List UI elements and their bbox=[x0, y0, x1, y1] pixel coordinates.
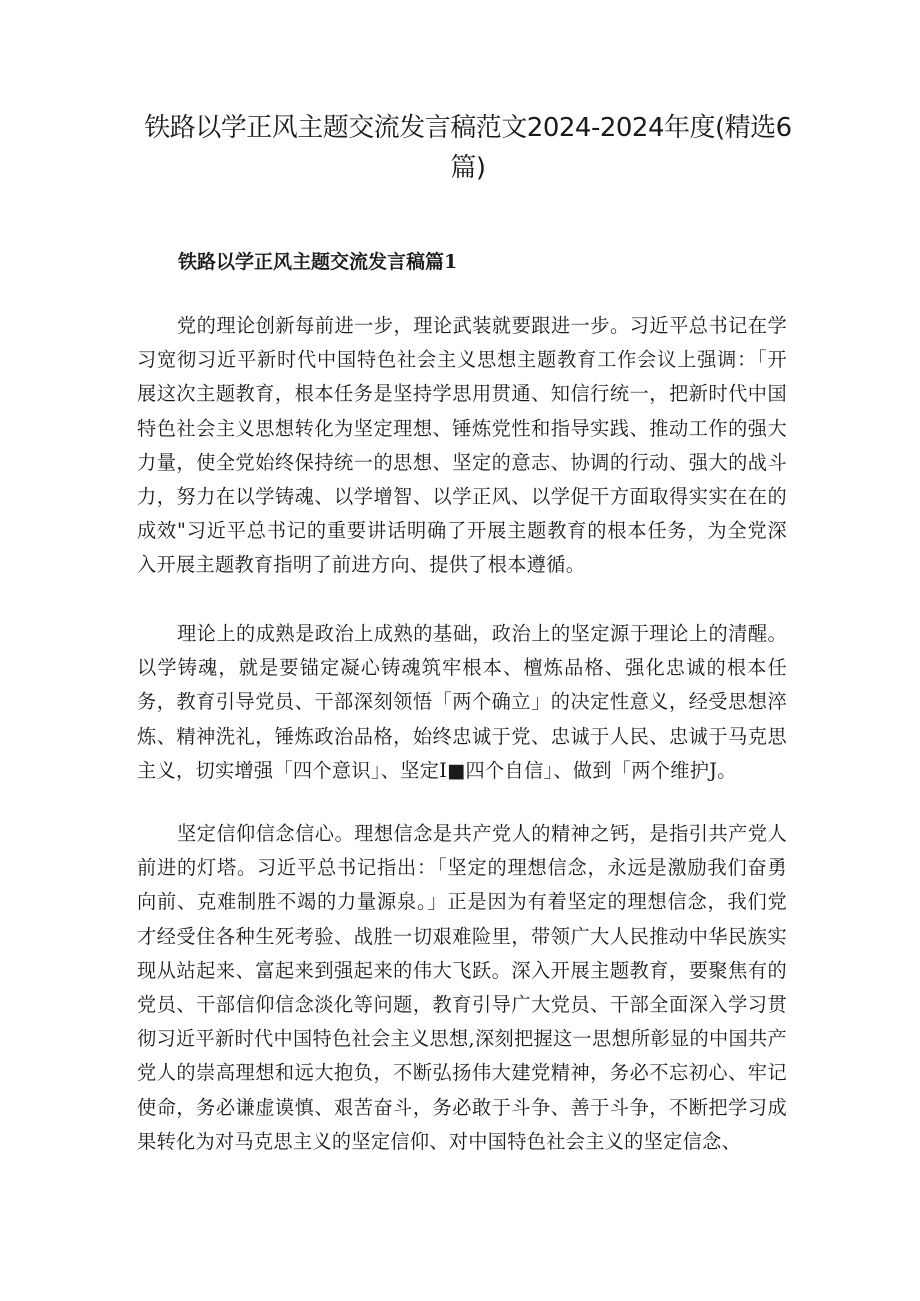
section-heading: 铁路以学正风主题交流发言稿篇1 bbox=[178, 251, 458, 273]
paragraph-3: 坚定信仰信念信心。理想信念是共产党人的精神之钙，是指引共产党人前进的灯塔。习近平总书记指出：「坚定的理想信念，永远是激励我们奋勇向前、克难制胜不竭的力量源泉。」正是因为有着坚定的理想信念，我们党才经受住各种生死考验、战胜一切艰难险里，带领广大人民推动中华民族实现从站起来、富起来到强起来的伟大飞跃。深入开展主题教育，要聚焦有的党员、干部信仰信念淡化等问题，教育引导广大党员、干部全面深入学习贯彻习近平新时代中国特色社会主义思想,深刻把握这一思想所彰显的中国共产党人的崇高理想和远大抱负，不断弘扬伟大建党精神，务必不忘初心、牢记使命，务必谦虚谟慎、艰苦奋斗，务必敢于斗争、善于斗争，不断把学习成果转化为对马克思主义的坚定信仰、对中国特色社会主义的坚定信念、 bbox=[137, 822, 787, 1153]
document-title: 铁路以学正风主题交流发言稿范文2024-2024年度(精选6篇) bbox=[144, 113, 792, 183]
paragraph-2: 理论上的成熟是政治上成熟的基础，政治上的坚定源于理论上的清醒。以学铸魂，就是要锚定凝心铸魂筑牢根本、檀炼品格、强化忠诚的根本任务，教育引导党员、干部深刻领悟「两个确立」的决定性意义，经受思想淬炼、精神洗礼，锤炼政治品格，始终忠诚于党、忠诚于人民、忠诚于马克思主义，切实增强「四个意识」、坚定I■四个自信」、做到「两个维护J。 bbox=[137, 622, 787, 782]
paragraph-1: 党的理论创新每前进一步，理论武装就要跟进一步。习近平总书记在学习宽彻习近平新时代中国特色社会主义思想主题教育工作会议上强调：「开展这次主题教育，根本任务是坚持学思用贯通、知信行统一，把新时代中国特色社会主义思想转化为坚定理想、锤炼党性和指导实践、推动工作的强大力量，使全党始终保持统一的思想、坚定的意志、协调的行动、强大的战斗力，努力在以学铸魂、以学增智、以学正风、以学促干方面取得实实在在的成效"习近平总书记的重要讲话明确了开展主题教育的根本任务，为全党深入开展主题教育指明了前进方向、提供了根本遵循。 bbox=[137, 314, 787, 577]
